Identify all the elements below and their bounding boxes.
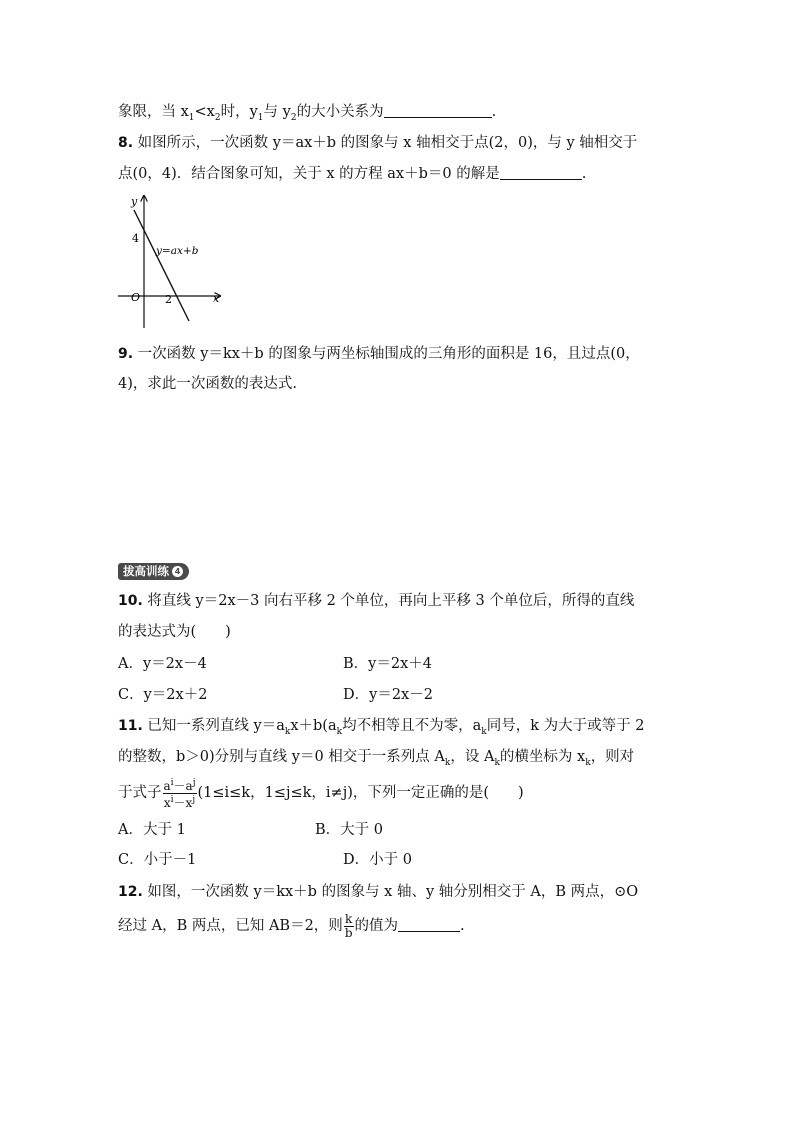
q11-option-c[interactable]: C．小于－1 [118,852,197,868]
y-axis-label: y [131,195,138,208]
q12-text: 的值为 [354,918,398,934]
q7-text: 象限，当 x [118,104,189,120]
q11-sub: k [494,757,500,768]
q10-text-2: 的表达式为( ) [118,624,231,640]
frac-num: k [345,911,353,926]
q8-line-2 [118,164,586,184]
q11-text: 同号，k 为大于或等于 2 [486,718,645,734]
q11-sub: k [585,757,591,768]
frac-sup: i [170,794,174,805]
q12-fraction [344,913,354,940]
q9-line-1 [118,344,640,364]
q11-text: 的横坐标为 x [499,749,586,765]
q10-option-a[interactable]: A．y＝2x－4 [118,656,207,672]
x-axis-label: x [213,292,220,305]
q8-end: . [581,166,587,182]
q7-text: 的大小关系为 [296,104,384,120]
q8-number: 8. [118,135,134,151]
q11-text: (1≤i≤k，1≤j≤k，i≠j)，下列一定正确的是( ) [197,785,524,801]
q10-option-b[interactable]: B．y＝2x＋4 [343,656,432,672]
frac-sup: j [192,777,196,788]
q12-text-1: 如图，一次函数 y＝kx＋b 的图象与 x 轴、y 轴分别相交于 A，B 两点，⊙O [147,884,639,900]
frac-den: x [163,795,171,810]
frac-den: －x [173,795,193,810]
frac-num: －a [173,778,193,793]
q7-text: 与 y [263,104,291,120]
q11-sub: k [336,726,343,737]
q9-line-2 [118,374,297,394]
q11-text: x＋b(a [290,718,337,734]
frac-num: a [163,778,171,793]
origin-label: O [131,291,141,304]
q11-number: 11. [118,718,143,734]
q11-text: ，则对 [590,749,635,765]
q11-text: 已知一系列直线 y＝a [147,718,285,734]
q8-text-1: 如图所示，一次函数 y＝ax＋b 的图象与 x 轴相交于点(2，0)，与 y 轴相交于 [137,135,638,151]
q8-text-2: 点(0，4)．结合图象可知，关于 x 的方程 ax＋b＝0 的解是 [118,166,500,182]
q7-text: 时，y [220,104,258,120]
q12-end: . [460,918,465,934]
q11-line-2 [118,747,634,773]
y-tick-4: 4 [132,232,139,245]
q10-line-2 [118,622,231,642]
q7-sub: 1 [257,112,264,123]
function-line [134,210,189,321]
q12-line-2 [118,909,465,943]
q10-line-1 [118,591,634,611]
q11-line-1 [118,716,644,742]
section-badge-number: 4 [172,566,183,577]
q11-sub: k [481,726,487,737]
q11-option-b[interactable]: B．大于 0 [315,822,383,838]
q11-option-a[interactable]: A．大于 1 [118,822,186,838]
q11-fraction [163,777,197,810]
q11-text: ，设 A [450,749,495,765]
q12-number: 12. [118,884,143,900]
q7-text: <x [194,104,215,120]
q7-end: . [491,104,497,120]
q8-answer-blank[interactable] [500,165,582,180]
q11-text: 的整数，b＞0)分别与直线 y＝0 相交于一系列点 A [118,749,445,765]
q11-sub: k [444,757,451,768]
q7-answer-blank[interactable] [384,103,492,118]
q11-line-3 [118,776,524,810]
frac-sup: i [170,777,174,788]
q9-text-2: 4)，求此一次函数的表达式. [118,376,297,392]
section-badge-label: 拔高训练 [123,564,169,578]
q10-option-d[interactable]: D．y＝2x－2 [343,687,433,703]
q7-sub: 2 [290,112,297,123]
q10-text-1: 将直线 y＝2x－3 向右平移 2 个单位，再向上平移 3 个单位后，所得的直线 [147,593,635,609]
q12-text: 经过 A，B 两点，已知 AB＝2，则 [118,918,343,934]
q7-tail-line [118,102,496,128]
q12-line-1 [118,882,638,902]
q12-answer-blank[interactable] [398,917,460,932]
q9-number: 9. [118,346,134,362]
q8-line-1 [118,133,637,153]
section-badge [118,563,189,580]
q11-sub: k [284,726,291,737]
line-equation-label: y=ax+b [156,245,199,257]
q11-text: 均不相等且不为零，a [342,718,482,734]
q10-option-c[interactable]: C．y＝2x＋2 [118,687,208,703]
frac-sup: j [192,794,196,805]
frac-den: b [344,925,353,940]
linear-function-graph [112,192,227,332]
q7-sub: 1 [188,112,195,123]
x-tick-2: 2 [165,293,172,306]
q9-text-1: 一次函数 y＝kx＋b 的图象与两坐标轴围成的三角形的面积是 16，且过点(0， [137,346,640,362]
q10-number: 10. [118,593,143,609]
q11-text: 于式子 [118,785,162,801]
q7-sub: 2 [214,112,221,123]
q11-option-d[interactable]: D．小于 0 [343,852,412,868]
